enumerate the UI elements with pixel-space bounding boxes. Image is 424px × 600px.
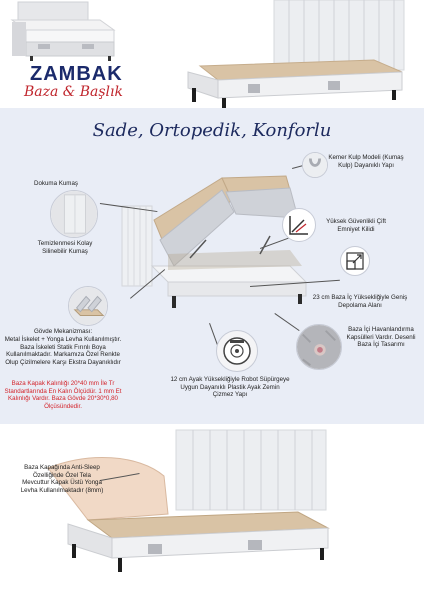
handle-circle: [302, 152, 328, 178]
expand-storage-icon: [344, 250, 366, 272]
fabric-texture-icon: [51, 190, 97, 238]
bed-with-headboard-image: [178, 0, 424, 110]
lid-feature-text: Baza Kapağında Anti-Sleep Özelliğinde Özel Tela Mevcuttur Kapak Üstü Yonga Levha Kullanılmaktadır (8mm): [20, 464, 104, 494]
clean-feature-text: Temizlenmesi Kolay Silinebilir Kumaş: [37, 240, 93, 255]
frame-spec-text: Baza Kapak Kalınlığı 20*40 mm İle Tr Standartlarında En Kalın Ölçüdür. 1 mm Et Kalınlığı Vardır. Baza Gövde 20*30*0,80 Ölçüsündedir.: [4, 380, 122, 410]
storage-feature-text: 23 cm Baza İç Yüksekliğiyle Geniş Depolama Alanı: [312, 294, 408, 309]
fabric-handle-icon: [303, 152, 327, 178]
feature-panel: [0, 108, 424, 424]
bed-with-mattress-image: [8, 0, 118, 62]
brand-logo: [8, 64, 168, 100]
top-section: [0, 0, 424, 110]
brand-name: ZAMBAK: [30, 63, 123, 85]
fabric-feature-text: Dokuma Kumaş: [33, 180, 79, 187]
ventilation-pattern-icon: [297, 324, 341, 370]
bed-lid-open-image: [28, 424, 424, 600]
open-storage-bed-image: [110, 170, 310, 320]
tagline: Sade, Ortopedik, Konforlu: [92, 120, 332, 141]
body-mechanism-title: Gövde Mekanizması:: [33, 328, 93, 335]
safety-circle: [282, 208, 316, 242]
bottom-section: [0, 424, 424, 600]
vent-circle: [296, 324, 342, 370]
fabric-circle: [50, 190, 98, 238]
robot-vacuum-icon: [222, 336, 252, 366]
lift-mechanism-icon: [286, 212, 312, 238]
vent-feature-text: Baza İçi Havanlandırma Kapsülleri Vardır. Desenli Baza İçi Tasarımı: [346, 326, 416, 349]
brand-subtitle: Baza & Başlık: [24, 84, 123, 100]
robot-circle: [216, 330, 258, 372]
handle-feature-text: Kemer Kulp Modeli (Kumaş Kulp) Dayanıklı Yapı: [328, 154, 404, 169]
safety-feature-text: Yüksek Güvenlikli Çift Emniyet Kilidi: [326, 218, 386, 233]
body-mechanism-text: Metal İskelet + Yonga Levha Kullanılmıştır. Baza İskeleti Statik Fırınlı Boya Kullanılmaktadır. Markamıza Özel Renkte Olup Çizilmelere Karşı Ekstra Dayanıklıdır: [4, 336, 122, 366]
mechanism-circle: [68, 286, 108, 326]
robot-feature-text: 12 cm Ayak Yüksekliğiyle Robot Süpürgeye Uygun Dayanıklı Plastik Ayak Zemin Çizmez Yapı: [170, 376, 290, 399]
bed-frame-icon: [69, 286, 107, 326]
storage-circle: [340, 246, 370, 276]
